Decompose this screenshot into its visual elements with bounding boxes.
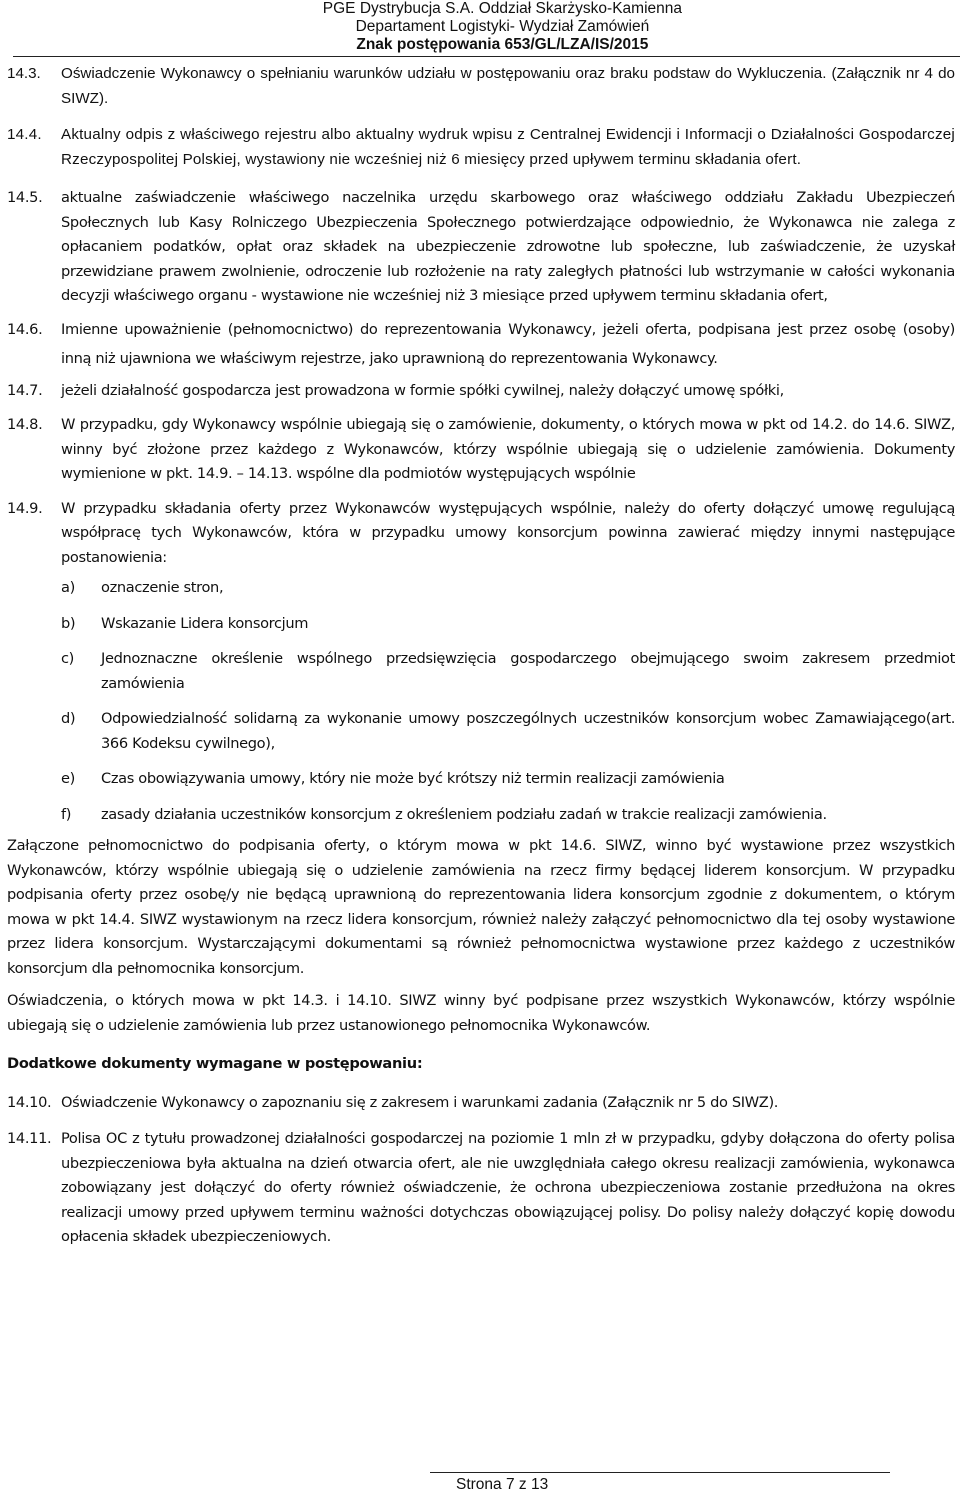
item-14-6 — [7, 315, 955, 373]
item-text: W przypadku składania oferty przez Wykonawców występujących wspólnie, należy do oferty dołączyć umowę regulującą współpracę tych Wykonawców, która w przypadku umowy konsorcjum powinna zawierać między innymi następujące postanowienia: — [61, 499, 955, 566]
header-rule — [13, 56, 960, 57]
item-14-5 — [7, 186, 955, 309]
statements-paragraph: Oświadczenia, o których mowa w pkt 14.3. i 14.10. SIWZ winny być podpisane przez wszystkich Wykonawców, którzy wspólnie ubiegają się o udzielenie zamówienia lub przez ustanowionego pełnomocnika Wykonawców. — [7, 992, 955, 1034]
document-body — [7, 62, 955, 1256]
item-text: Oświadczenie Wykonawcy o zapoznaniu się z zakresem i warunkami zadania (Załącznik nr 5 do SIWZ). — [61, 1093, 779, 1111]
item-text: W przypadku, gdy Wykonawcy wspólnie ubiegają się o zamówienie, dokumenty, o których mowa w pkt od 14.2. do 14.6. SIWZ, winny być złożone przez każdego z Wykonawców, którzy wspólnie ubiegają się o udzielenie zamówienia. Dokumenty wymienione w pkt. 14.9. – 14.13. wspólne dla podmiotów występujących wspólnie — [61, 416, 955, 482]
list-item: b) Wskazanie Lidera konsorcjum — [61, 614, 309, 632]
item-14-11 — [7, 1127, 955, 1250]
consortium-provisions-list — [61, 576, 955, 827]
item-14-3 — [7, 62, 955, 111]
item-text: Aktualny odpis z właściwego rejestru albo aktualny wydruk wpisu z Centralnej Ewidencji i Informacji o Działalności Gospodarczej Rzeczypospolitej Polskiej, wystawiony nie wcześniej niż 6 miesięcy przed upływem terminu składania ofert. — [61, 126, 955, 168]
item-number: 14.7. — [7, 381, 43, 399]
list-item: f) zasady działania uczestników konsorcjum z określeniem podziału zadań w trakcie realizacji zamówienia. — [61, 805, 827, 823]
item-number: 14.3. — [7, 65, 41, 82]
item-text: Polisa OC z tytułu prowadzonej działalności gospodarczej na poziomie 1 mln zł w przypadku, gdyby dołączona do oferty polisa ubezpieczeniowa była aktualna na dzień otwarcia ofert, ale nie uwzględniała całego okresu realizacji zamówienia, wykonawca zobowiązany jest dołączyć do oferty również oświadczenie, że ochrona ubezpieczeniowa zostanie przedłużona na okres realizacji umowy przed upływem terminu ważności dotychczas obowiązującej polisy. Do polisy należy dołączyć kopię dowodu opłacenia składek ubezpieczeniowych. — [61, 1130, 955, 1245]
page-footer — [430, 1472, 890, 1493]
item-text: Imienne upoważnienie (pełnomocnictwo) do reprezentowania Wykonawcy, jeżeli oferta, podpisana jest przez osobę (osoby) inną niż ujawniona we właściwym rejestrze, jako uprawnioną do reprezentowania Wykonawcy. — [61, 320, 955, 367]
item-text: aktualne zaświadczenie właściwego naczelnika urzędu skarbowego oraz właściwego oddziału Zakładu Ubezpieczeń Społecznych lub Kasy Rolniczego Ubezpieczenia Społecznego potwierdzające odpowiednio, że Wykonawca nie zalega z opłacaniem podatków, opłat oraz składek na ubezpieczenie zdrowotne lub społeczne, lub zaświadczenie, że uzyskał przewidziane prawem zwolnienie, odroczenie lub rozłożenie na raty zaległych płatności lub wstrzymanie w całości wykonania decyzji właściwego organu - wystawione nie wcześniej niż 3 miesiące przed upływem terminu składania ofert, — [61, 189, 955, 304]
item-number: 14.9. — [7, 499, 43, 517]
list-item: c) Jednoznaczne określenie wspólnego przedsięwzięcia gospodarczego obejmującego swoim zakresem przedmiot zamówienia — [61, 650, 955, 692]
page-header — [323, 0, 682, 54]
item-number: 14.8. — [7, 416, 43, 433]
header-department: Departament Logistyki- Wydział Zamówień — [355, 18, 650, 35]
item-text: jeżeli działalność gospodarcza jest prowadzona w formie spółki cywilnej, należy dołączyć umowę spółki, — [61, 381, 784, 399]
page-number: Strona 7 z 13 — [456, 1476, 549, 1493]
item-14-9 — [7, 497, 955, 828]
header-reference: Znak postępowania 653/GL/LZA/IS/2015 — [356, 36, 649, 53]
additional-documents-heading: Dodatkowe dokumenty wymagane w postępowaniu: — [7, 1055, 423, 1072]
item-text: Oświadczenie Wykonawcy o spełnianiu warunków udziału w postępowaniu oraz braku podstaw do Wykluczenia. (Załącznik nr 4 do SIWZ). — [61, 65, 955, 107]
list-item: a) oznaczenie stron, — [61, 579, 224, 596]
item-14-4 — [7, 123, 955, 172]
item-number: 14.10. — [7, 1093, 52, 1111]
item-14-8 — [7, 413, 955, 487]
item-14-7 — [7, 379, 955, 404]
item-14-10 — [7, 1091, 955, 1116]
power-of-attorney-paragraph: Załączone pełnomocnictwo do podpisania oferty, o którym mowa w pkt 14.6. SIWZ, winno być wystawione przez wszystkich Wykonawców, którzy wspólnie ubiegają się o udzielenie zamówienia na rzecz firmy będącej liderem konsorcjum. W przypadku podpisania oferty przez osobę/y nie będącą uprawnioną do reprezentowania lidera konsorcjum zgodnie z dokumentem, o którym mowa w pkt 14.4. SIWZ wystawionym na rzecz lidera konsorcjum, również należy załączyć pełnomocnictwo dla tej osoby wystawione przez lidera konsorcjum. Wystarczającymi dokumentami są również pełnomocnictwa wystawione przez każdego z uczestników konsorcjum dla pełnomocnika konsorcjum. — [7, 837, 955, 977]
item-number: 14.4. — [7, 126, 42, 143]
list-item: e) Czas obowiązywania umowy, który nie może być krótszy niż termin realizacji zamówienia — [61, 770, 725, 787]
header-company: PGE Dystrybucja S.A. Oddział Skarżysko-Kamienna — [322, 0, 682, 17]
item-number: 14.6. — [7, 320, 43, 338]
item-number: 14.11. — [7, 1130, 52, 1147]
list-item: d) Odpowiedzialność solidarną za wykonanie umowy poszczególnych uczestników konsorcjum wobec Zamawiającego(art. 366 Kodeksu cywilnego), — [61, 710, 955, 752]
item-number: 14.5. — [7, 189, 43, 206]
